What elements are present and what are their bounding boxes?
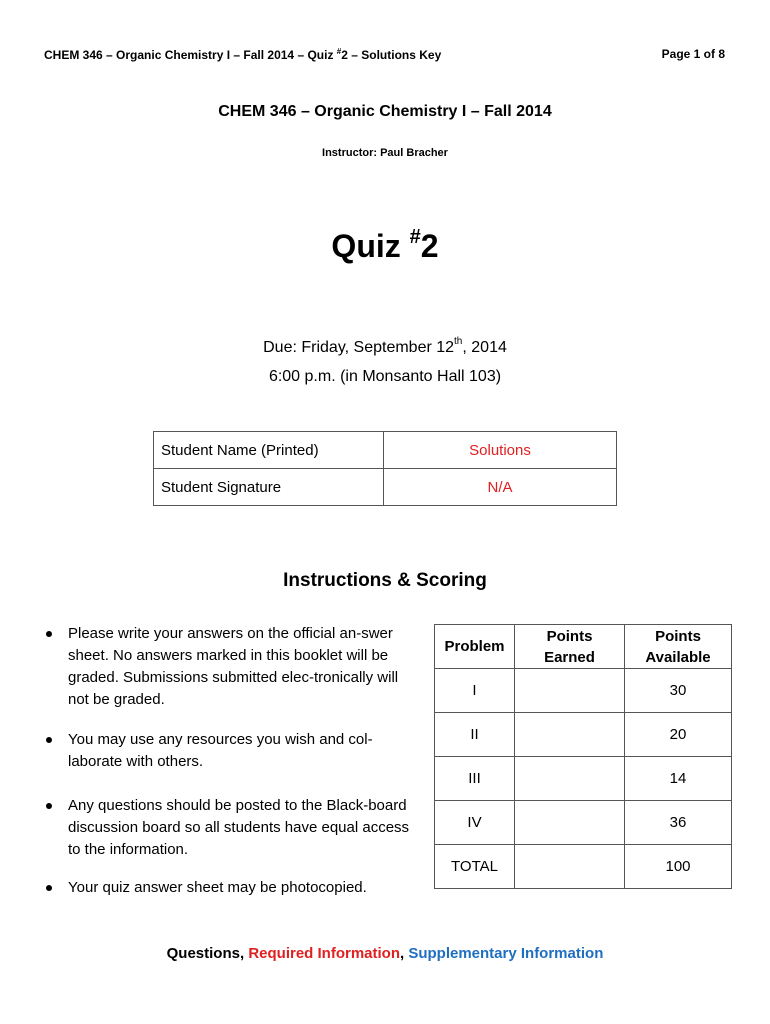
due-date-sup: th bbox=[454, 336, 463, 347]
available-cell: 30 bbox=[625, 669, 732, 713]
quiz-number: 2 bbox=[420, 228, 439, 264]
available-cell: 20 bbox=[625, 713, 732, 757]
col-header-points-available: Points Available bbox=[625, 625, 732, 669]
table-row bbox=[435, 713, 732, 757]
header-title-pre: CHEM 346 – Organic Chemistry I – Fall 2014 – Quiz bbox=[44, 48, 337, 62]
legend-supplementary: Supplementary Information bbox=[408, 945, 604, 962]
quiz-label: Quiz bbox=[331, 228, 410, 264]
earned-cell bbox=[515, 757, 625, 801]
earned-cell bbox=[515, 669, 625, 713]
due-location: 6:00 p.m. (in Monsanto Hall 103) bbox=[268, 368, 502, 385]
page-number: Page 1 of 8 bbox=[661, 47, 725, 61]
instruction-item: Please write your answers on the official an-swer sheet. No answers marked in this booklet will be graded. Submissions submitted elec-tronically will not be graded. bbox=[44, 623, 414, 711]
instructions-list bbox=[44, 623, 414, 899]
instructions-heading: Instructions & Scoring bbox=[283, 570, 487, 591]
table-row bbox=[435, 669, 732, 713]
col-header-points-earned: Points Earned bbox=[515, 625, 625, 669]
course-title: CHEM 346 – Organic Chemistry I – Fall 2014 bbox=[218, 103, 552, 120]
problem-cell: TOTAL bbox=[435, 845, 515, 889]
student-signature-value: N/A bbox=[384, 469, 617, 506]
student-name-row bbox=[154, 432, 617, 469]
table-row bbox=[435, 801, 732, 845]
instruction-item: Any questions should be posted to the Black-board discussion board so all students have equal access to the information. bbox=[44, 795, 414, 861]
legend-separator: , bbox=[399, 945, 409, 962]
available-cell: 14 bbox=[625, 757, 732, 801]
student-signature-row bbox=[154, 469, 617, 506]
student-name-value: Solutions bbox=[384, 432, 617, 469]
available-cell: 100 bbox=[625, 845, 732, 889]
header-hash: # bbox=[336, 47, 342, 56]
earned-cell bbox=[515, 801, 625, 845]
instruction-item: Your quiz answer sheet may be photocopied. bbox=[44, 877, 414, 899]
col-header-problem: Problem bbox=[435, 625, 515, 669]
legend-questions: Questions, bbox=[166, 945, 249, 962]
page-header-title bbox=[44, 47, 441, 62]
legend-footer bbox=[0, 945, 770, 962]
instruction-item: You may use any resources you wish and col-laborate with others. bbox=[44, 729, 414, 773]
legend-required: Required Information bbox=[248, 945, 400, 962]
due-date-post: , 2014 bbox=[462, 339, 507, 356]
available-cell: 36 bbox=[625, 801, 732, 845]
due-date bbox=[0, 336, 770, 357]
scoring-header-row bbox=[435, 625, 732, 669]
table-row bbox=[435, 757, 732, 801]
problem-cell: IV bbox=[435, 801, 515, 845]
quiz-title bbox=[0, 226, 770, 265]
student-signature-label: Student Signature bbox=[154, 469, 384, 506]
earned-cell bbox=[515, 845, 625, 889]
quiz-hash: # bbox=[409, 226, 421, 248]
problem-cell: I bbox=[435, 669, 515, 713]
problem-cell: II bbox=[435, 713, 515, 757]
problem-cell: III bbox=[435, 757, 515, 801]
instructor-name: Instructor: Paul Bracher bbox=[322, 147, 448, 159]
student-name-label: Student Name (Printed) bbox=[154, 432, 384, 469]
total-row bbox=[435, 845, 732, 889]
student-info-table bbox=[153, 431, 617, 506]
earned-cell bbox=[515, 713, 625, 757]
scoring-table bbox=[434, 624, 732, 889]
due-date-pre: Due: Friday, September 12 bbox=[263, 339, 455, 356]
header-title-post: 2 – Solutions Key bbox=[341, 48, 442, 62]
